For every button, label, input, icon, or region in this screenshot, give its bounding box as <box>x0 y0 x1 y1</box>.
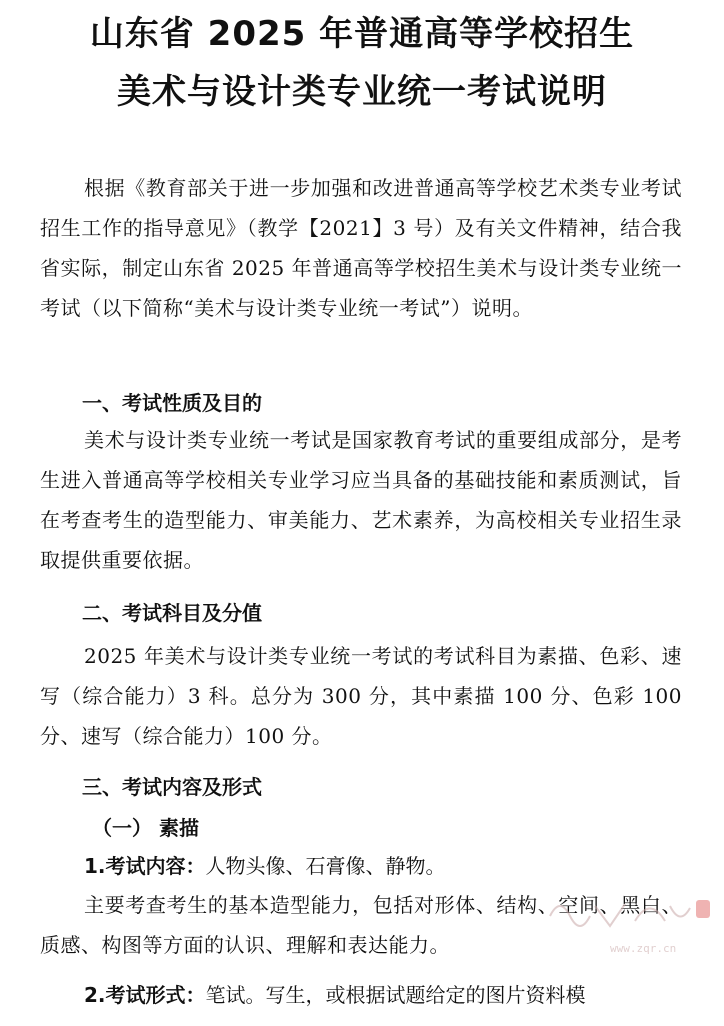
exam-form-label: 2.考试形式： <box>84 983 206 1007</box>
watermark-seal-icon <box>696 900 710 918</box>
watermark-stroke <box>595 904 625 926</box>
section1-paragraph: 美术与设计类专业统一考试是国家教育考试的重要组成部分，是考生进入普通高等学校相关专业学习应当具备的基础技能和素质测试，旨在考查考生的造型能力、审美能力、艺术素养，为高校相关专业招生录取提供重要依据。 <box>40 428 682 572</box>
section1-heading: 一、考试性质及目的 <box>82 391 262 415</box>
watermark-url: www.zqr.cn <box>610 942 677 955</box>
exam-form-line <box>84 980 586 1010</box>
exam-content-value: 人物头像、石膏像、静物。 <box>205 854 446 878</box>
document-title-line2: 美术与设计类专业统一考试说明 <box>117 72 607 112</box>
document-title-line1: 山东省 2025 年普通高等学校招生 <box>89 14 635 54</box>
exam-content-label: 1.考试内容： <box>84 854 206 878</box>
sketch-description-paragraph: 主要考查考生的基本造型能力，包括对形体、结构、空间、黑白、质感、构图等方面的认识、理解和表达能力。 <box>40 893 682 957</box>
watermark-stroke <box>550 906 590 926</box>
section2-paragraph: 2025 年美术与设计类专业统一考试的考试科目为素描、色彩、速写（综合能力）3 科。总分为 300 分，其中素描 100 分、色彩 100 分、速写（综合能力）100 分。 <box>40 644 682 748</box>
watermark-logo <box>540 886 720 966</box>
watermark-stroke <box>670 906 690 917</box>
subsection-sketch-heading: （一） 素描 <box>92 816 199 840</box>
watermark-stroke <box>635 909 665 922</box>
intro-paragraph: 根据《教育部关于进一步加强和改进普通高等学校艺术类专业考试招生工作的指导意见》（教学【2021】3 号）及有关文件精神，结合我省实际，制定山东省 2025 年普通高等学校招生美术与设计类专业统一考试（以下简称“美术与设计类专业统一考试”）说明。 <box>40 176 682 320</box>
exam-content-line <box>84 851 446 881</box>
exam-form-value: 笔试。写生，或根据试题给定的图片资料模 <box>205 983 586 1007</box>
section2-heading: 二、考试科目及分值 <box>82 601 262 625</box>
section3-heading: 三、考试内容及形式 <box>82 775 262 799</box>
